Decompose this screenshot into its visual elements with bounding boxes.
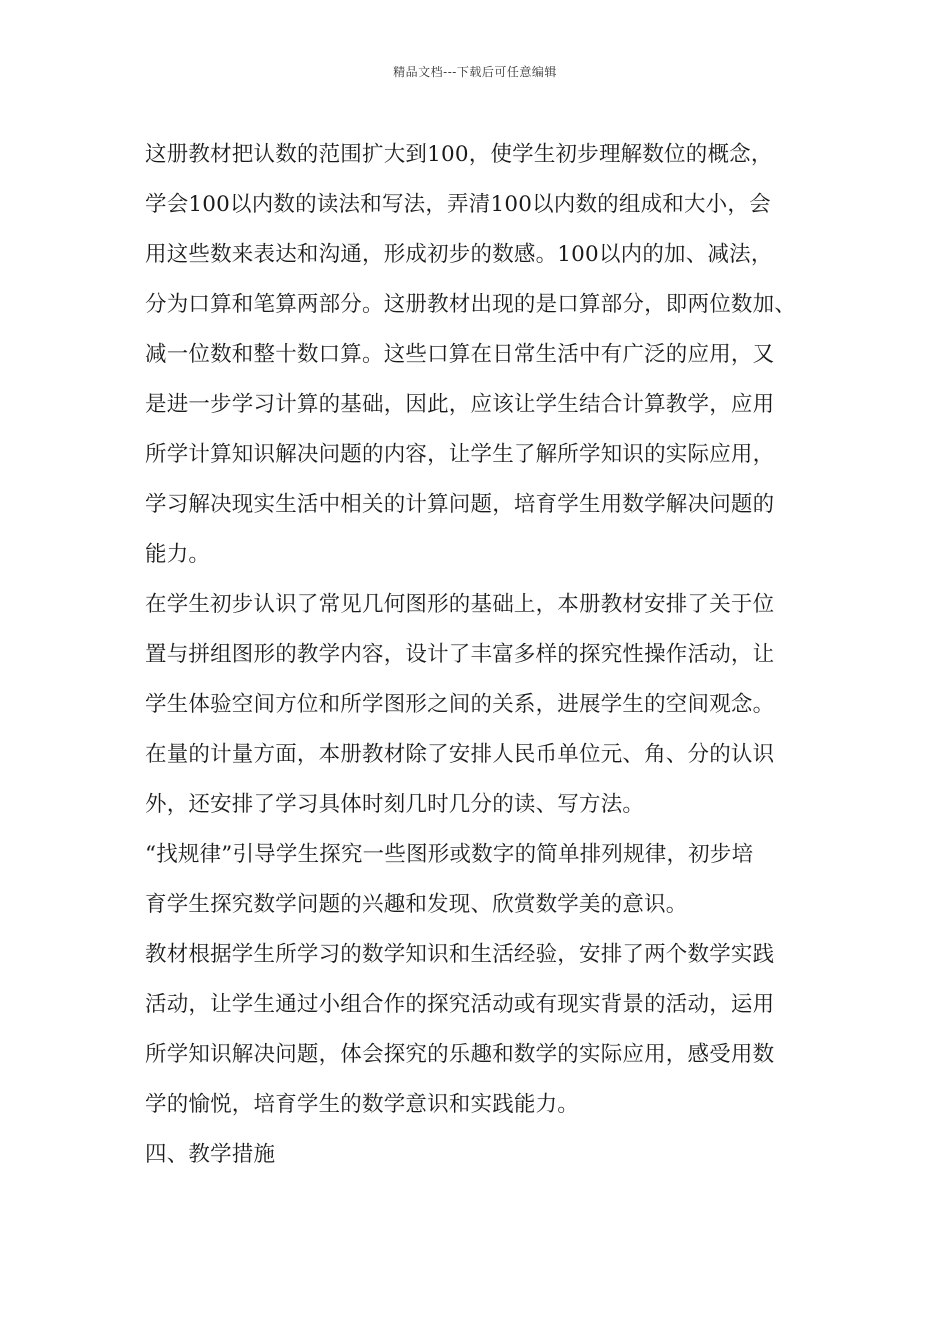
- text-line: 置与拼组图形的教学内容，设计了丰富多样的探究性操作活动，让: [145, 642, 775, 667]
- text-line: 是进一步学习计算的基础，因此，应该让学生结合计算教学，应用: [145, 392, 775, 417]
- text-line: 学会100以内数的读法和写法，弄清100以内数的组成和大小，会: [145, 192, 771, 217]
- text-line: 学的愉悦，培育学生的数学意识和实践能力。: [145, 1092, 580, 1117]
- text-line: 外，还安排了学习具体时刻几时几分的读、写方法。: [145, 792, 645, 817]
- text-line: “找规律”引导学生探究一些图形或数字的简单排列规律，初步培: [145, 842, 754, 867]
- text-line: 所学知识解决问题，体会探究的乐趣和数学的实际应用，感受用数: [145, 1042, 775, 1067]
- text-line: 用这些数来表达和沟通，形成初步的数感。100以内的加、减法，: [145, 242, 773, 267]
- text-line: 能力。: [145, 542, 211, 567]
- text-line: 在学生初步认识了常见几何图形的基础上，本册教材安排了关于位: [145, 592, 775, 617]
- text-line: 所学计算知识解决问题的内容，让学生了解所学知识的实际应用，: [145, 442, 775, 467]
- text-line: 教材根据学生所学习的数学知识和生活经验，安排了两个数学实践: [145, 942, 775, 967]
- section-heading: 四、教学措施: [145, 1142, 276, 1167]
- text-line: 分为口算和笔算两部分。这册教材出现的是口算部分，即两位数加、: [145, 292, 797, 317]
- text-line: 学生体验空间方位和所学图形之间的关系，进展学生的空间观念。: [145, 692, 775, 717]
- text-line: 在量的计量方面，本册教材除了安排人民币单位元、角、分的认识: [145, 742, 775, 767]
- text-line: 育学生探究数学问题的兴趣和发现、欣赏数学美的意识。: [145, 892, 688, 917]
- document-body: [145, 130, 805, 1180]
- page-header: 精品文档---下载后可任意编辑: [393, 65, 557, 79]
- text-line: 减一位数和整十数口算。这些口算在日常生活中有广泛的应用，又: [145, 342, 775, 367]
- text-line: 学习解决现实生活中相关的计算问题，培育学生用数学解决问题的: [145, 492, 775, 517]
- text-line: 活动，让学生通过小组合作的探究活动或有现实背景的活动，运用: [145, 992, 775, 1017]
- text-line: 这册教材把认数的范围扩大到100，使学生初步理解数位的概念，: [145, 142, 773, 167]
